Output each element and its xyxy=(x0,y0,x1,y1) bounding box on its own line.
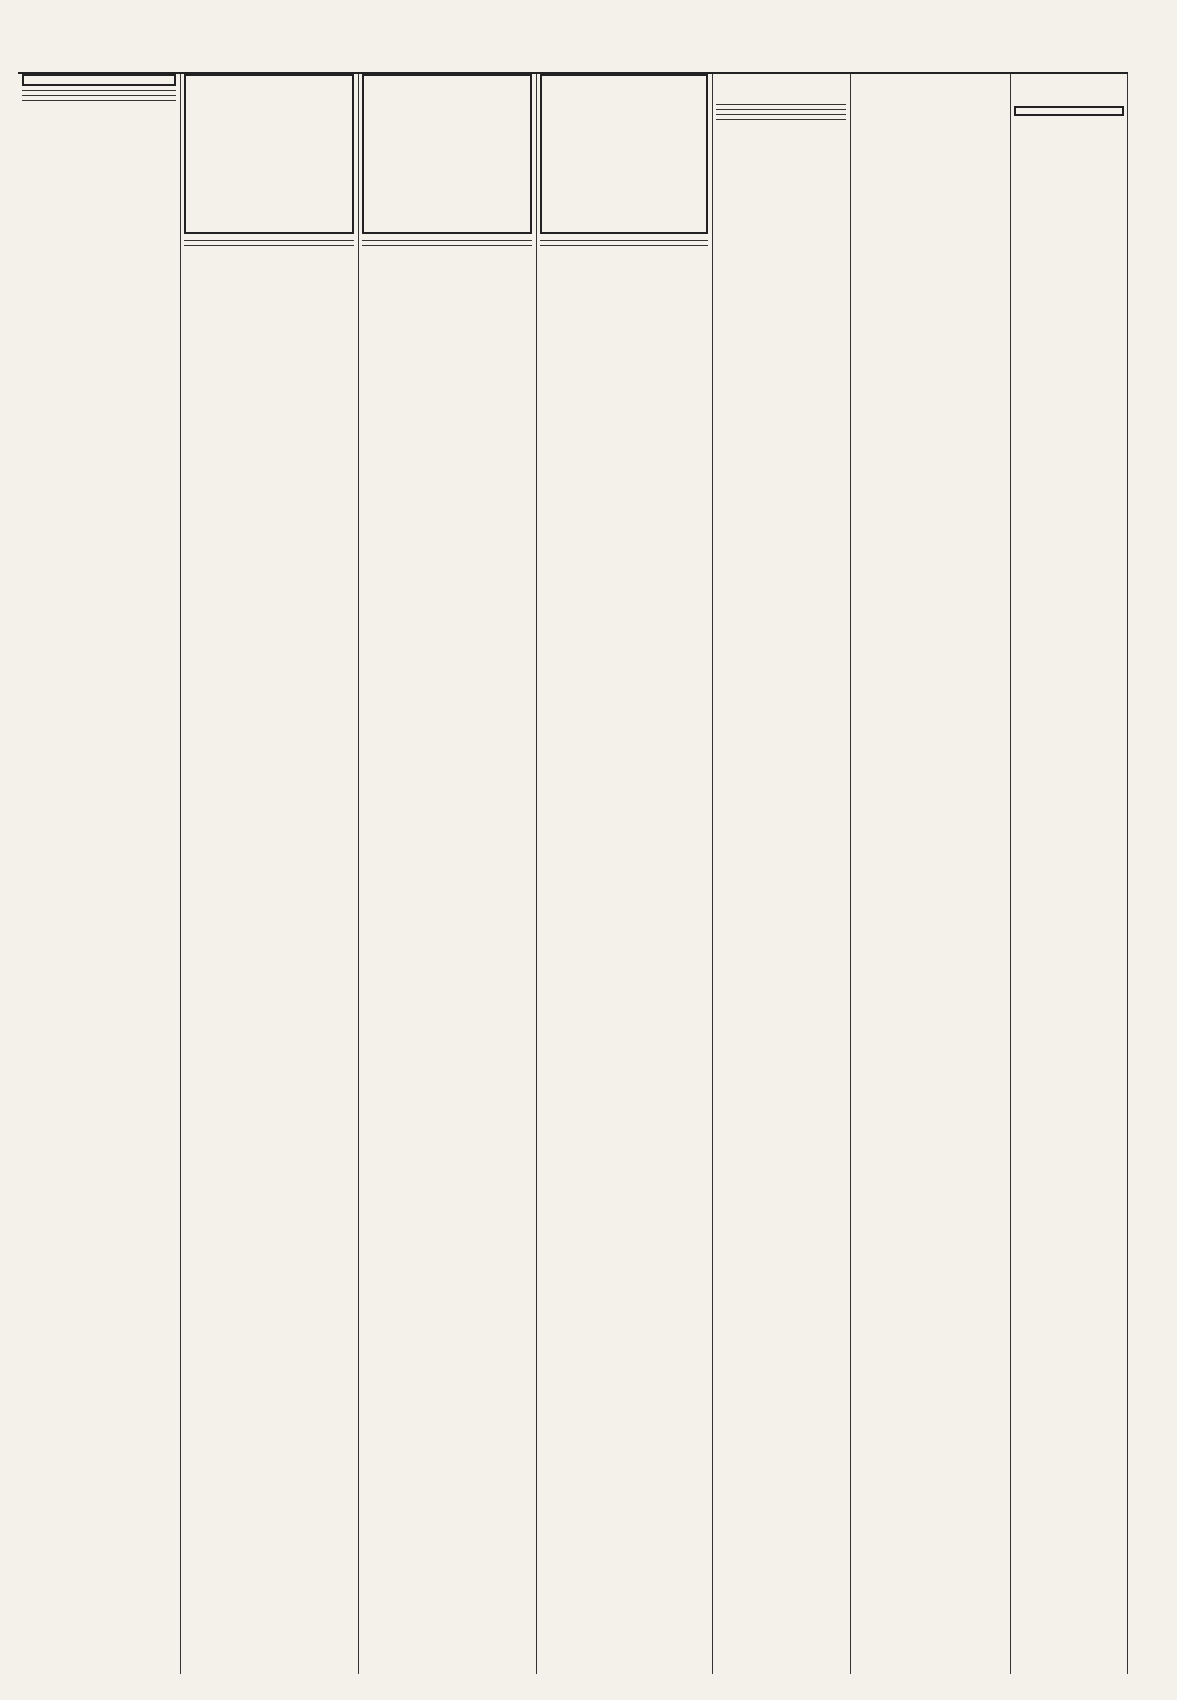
divider xyxy=(716,109,846,110)
column-divider xyxy=(180,74,181,1674)
column-divider xyxy=(358,74,359,1674)
divider xyxy=(716,114,846,115)
masthead xyxy=(20,56,1120,72)
column-7 xyxy=(1014,100,1124,1680)
divider xyxy=(716,104,846,105)
next-page-edge xyxy=(1128,74,1177,1674)
divider xyxy=(22,95,176,96)
column-5 xyxy=(716,100,846,1700)
rocio-palace-ad xyxy=(362,74,532,234)
column-2 xyxy=(184,74,354,1674)
salao-foz-ad xyxy=(540,74,708,234)
divider xyxy=(22,100,176,101)
column-6 xyxy=(854,100,1006,1670)
divider xyxy=(22,90,176,91)
column-divider xyxy=(850,74,851,1674)
column-4 xyxy=(540,74,708,1674)
bolsa-ad xyxy=(1014,106,1124,116)
divider xyxy=(540,240,708,241)
column-divider xyxy=(536,74,537,1674)
divider xyxy=(540,245,708,246)
column-divider xyxy=(1010,74,1011,1674)
divider xyxy=(184,245,354,246)
column-3 xyxy=(362,74,532,1674)
column-divider xyxy=(712,74,713,1674)
theatre-avenida-ad xyxy=(22,74,176,86)
divider xyxy=(716,119,846,120)
divider xyxy=(184,240,354,241)
divider xyxy=(362,240,532,241)
divider xyxy=(362,245,532,246)
rua-dos-condes-ad xyxy=(184,74,354,234)
column-1 xyxy=(22,74,176,1674)
